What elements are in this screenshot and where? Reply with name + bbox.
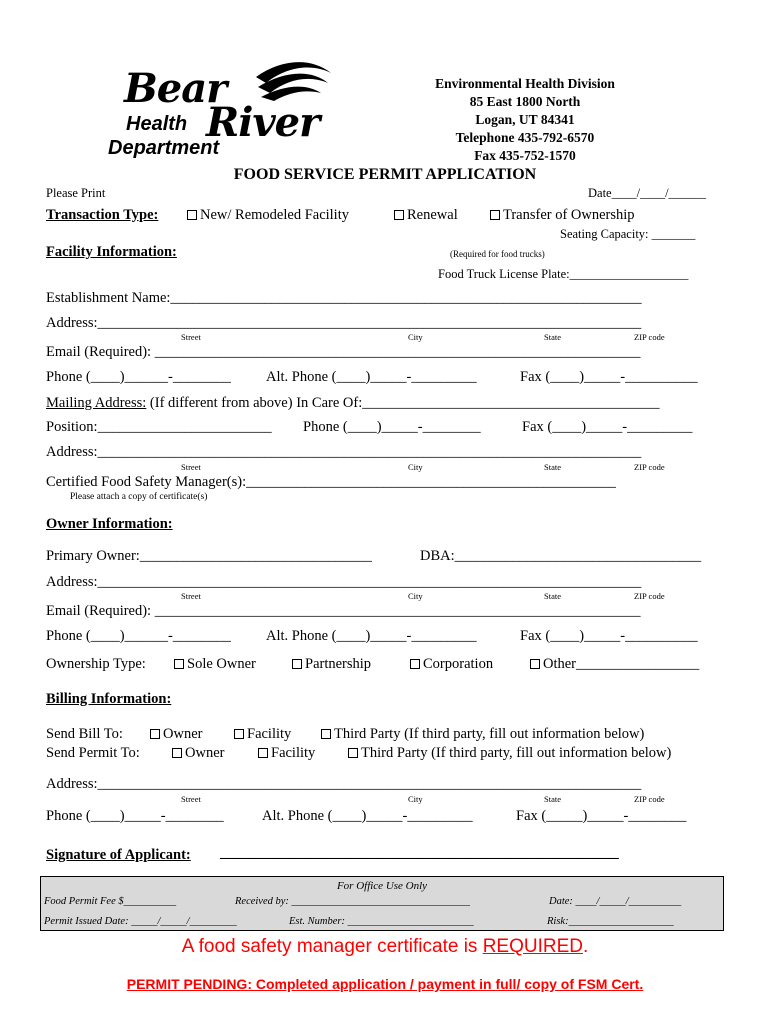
ownership-partnership-option[interactable] — [292, 656, 371, 673]
owner-heading: Owner Information: — [46, 516, 173, 532]
billing-address-field[interactable]: Address:___________________________________________________________________________ — [46, 776, 642, 792]
checkbox-icon[interactable] — [292, 659, 302, 669]
agency-address — [400, 75, 650, 165]
option-label: Owner — [185, 745, 225, 761]
logo-department: Department — [108, 137, 220, 159]
send-bill-third-party-option[interactable] — [321, 726, 644, 743]
truck-license-field[interactable]: Food Truck License Plate:___________________ — [438, 267, 689, 281]
agency-fax: Fax 435-752-1570 — [474, 148, 576, 163]
checkbox-icon[interactable] — [150, 729, 160, 739]
owner-alt-phone-field[interactable]: Alt. Phone (____)_____-_________ — [266, 628, 477, 644]
facility-phone-field[interactable]: Phone (____)______-________ — [46, 369, 231, 385]
sublabel-street: Street — [181, 794, 201, 804]
sublabel-city: City — [408, 332, 423, 342]
facility-fax-field[interactable]: Fax (____)_____-__________ — [520, 369, 698, 385]
ownership-other-option[interactable] — [530, 656, 699, 673]
checkbox-icon[interactable] — [530, 659, 540, 669]
logo — [106, 55, 331, 167]
city-address: Logan, UT 84341 — [475, 112, 575, 127]
checkbox-icon[interactable] — [174, 659, 184, 669]
billing-fax-field[interactable]: Fax (_____)_____-________ — [516, 808, 687, 824]
position-fax-field[interactable]: Fax (____)_____-_________ — [522, 419, 693, 435]
billing-alt-phone-field[interactable]: Alt. Phone (____)_____-_________ — [262, 808, 473, 824]
checkbox-icon[interactable] — [321, 729, 331, 739]
transaction-renewal-option[interactable] — [394, 207, 458, 224]
agency-phone: Telephone 435-792-6570 — [455, 130, 595, 145]
option-label: Facility — [271, 745, 316, 761]
transaction-new-option[interactable] — [187, 207, 349, 224]
option-label: Corporation — [423, 656, 494, 672]
mailing-address-field[interactable]: Address:___________________________________________________________________________ — [46, 444, 642, 460]
received-by-field[interactable]: Received by: __________________________________ — [235, 896, 471, 907]
dba-field[interactable]: DBA:__________________________________ — [420, 548, 702, 564]
ownership-sole-option[interactable] — [174, 656, 256, 673]
checkbox-icon[interactable] — [410, 659, 420, 669]
notice-text: A food safety manager certificate is — [181, 936, 483, 957]
mailing-address-row[interactable] — [46, 395, 659, 412]
option-label: Partnership — [305, 656, 372, 672]
checkbox-icon[interactable] — [172, 748, 182, 758]
checkbox-icon[interactable] — [234, 729, 244, 739]
send-permit-owner-option[interactable] — [172, 745, 224, 762]
owner-email-field[interactable]: Email (Required): ___________________________________________________________________ — [46, 603, 641, 619]
transaction-transfer-option[interactable] — [490, 207, 635, 224]
facility-address-field[interactable]: Address:___________________________________________________________________________ — [46, 315, 642, 331]
sublabel-zip: ZIP code — [634, 332, 665, 342]
send-permit-facility-option[interactable] — [258, 745, 315, 762]
sublabel-street: Street — [181, 462, 201, 472]
send-bill-facility-option[interactable] — [234, 726, 291, 743]
primary-owner-field[interactable]: Primary Owner:________________________________ — [46, 548, 372, 564]
signature-line[interactable]: _______________________________________________________ — [220, 845, 619, 861]
fsm-required-notice — [0, 936, 770, 958]
owner-address-field[interactable]: Address:___________________________________________________________________________ — [46, 574, 642, 590]
risk-field[interactable]: Risk:____________________ — [547, 916, 674, 927]
position-phone-field[interactable]: Phone (____)_____-________ — [303, 419, 481, 435]
establishment-name-field[interactable]: Establishment Name:_________________________________________________________________ — [46, 290, 642, 306]
sublabel-zip: ZIP code — [634, 591, 665, 601]
sublabel-city: City — [408, 462, 423, 472]
cfsm-field[interactable]: Certified Food Safety Manager(s):___________________________________________________ — [46, 474, 616, 490]
cfsm-note: Please attach a copy of certificate(s) — [70, 492, 208, 502]
option-label: New/ Remodeled Facility — [200, 207, 349, 223]
owner-phone-field[interactable]: Phone (____)______-________ — [46, 628, 231, 644]
permit-pending-notice: PERMIT PENDING: Completed application / payment in full/ copy of FSM Cert. — [126, 976, 644, 992]
checkbox-icon[interactable] — [187, 210, 197, 220]
checkbox-icon[interactable] — [348, 748, 358, 758]
send-permit-label: Send Permit To: — [46, 745, 140, 761]
division-name: Environmental Health Division — [435, 76, 615, 91]
ownership-type-label: Ownership Type: — [46, 656, 146, 672]
date-field[interactable]: Date____/____/______ — [588, 186, 707, 200]
position-field[interactable]: Position:________________________ — [46, 419, 272, 435]
logo-river: River — [206, 99, 320, 146]
checkbox-icon[interactable] — [394, 210, 404, 220]
sublabel-city: City — [408, 591, 423, 601]
option-label: Facility — [247, 726, 292, 742]
option-label: Third Party (If third party, fill out information below) — [361, 745, 672, 761]
billing-phone-field[interactable]: Phone (____)_____-________ — [46, 808, 224, 824]
option-label: Renewal — [407, 207, 458, 223]
notice-required-word: REQUIRED — [482, 936, 583, 957]
facility-alt-phone-field[interactable]: Alt. Phone (____)_____-_________ — [266, 369, 477, 385]
ownership-corporation-option[interactable] — [410, 656, 493, 673]
mailing-address-label: Mailing Address: — [46, 395, 147, 411]
issued-date-field[interactable]: Permit Issued Date: _____/_____/_________ — [44, 916, 237, 927]
in-care-of-field[interactable]: (If different from above) In Care Of:_________________________________________ — [146, 395, 660, 411]
send-bill-label: Send Bill To: — [46, 726, 123, 742]
option-label: Sole Owner — [187, 656, 256, 672]
sublabel-zip: ZIP code — [634, 462, 665, 472]
billing-heading: Billing Information: — [46, 691, 172, 707]
signature-label: Signature of Applicant: — [46, 847, 191, 863]
send-permit-third-party-option[interactable] — [348, 745, 671, 762]
street-address: 85 East 1800 North — [469, 94, 581, 109]
checkbox-icon[interactable] — [490, 210, 500, 220]
sublabel-zip: ZIP code — [634, 794, 665, 804]
send-bill-owner-option[interactable] — [150, 726, 202, 743]
option-label: Other_________________ — [543, 656, 700, 672]
sublabel-state: State — [544, 591, 561, 601]
notice-period: . — [583, 936, 589, 957]
permit-fee-field[interactable]: Food Permit Fee $__________ — [44, 896, 177, 907]
option-label: Owner — [163, 726, 203, 742]
logo-bear: Bear — [124, 65, 227, 112]
sublabel-state: State — [544, 462, 561, 472]
facility-email-field[interactable]: Email (Required): ___________________________________________________________________ — [46, 344, 641, 360]
please-print: Please Print — [46, 186, 106, 200]
sublabel-state: State — [544, 794, 561, 804]
sublabel-street: Street — [181, 591, 201, 601]
transaction-type-label: Transaction Type: — [46, 207, 159, 223]
required-for-trucks-note: (Required for food trucks) — [450, 249, 545, 259]
sublabel-city: City — [408, 794, 423, 804]
form-title: FOOD SERVICE PERMIT APPLICATION — [233, 166, 537, 183]
office-use-box — [40, 876, 724, 931]
option-label: Transfer of Ownership — [503, 207, 635, 223]
sublabel-street: Street — [181, 332, 201, 342]
seating-capacity-field[interactable]: Seating Capacity: _______ — [560, 227, 696, 241]
sublabel-state: State — [544, 332, 561, 342]
owner-fax-field[interactable]: Fax (____)_____-__________ — [520, 628, 698, 644]
logo-health: Health — [126, 113, 188, 135]
office-use-heading: For Office Use Only — [336, 880, 428, 892]
facility-heading: Facility Information: — [46, 244, 177, 260]
option-label: Third Party (If third party, fill out information below) — [334, 726, 645, 742]
est-number-field[interactable]: Est. Number: ________________________ — [289, 916, 474, 927]
checkbox-icon[interactable] — [258, 748, 268, 758]
office-date-field[interactable]: Date: ____/_____/__________ — [549, 896, 682, 907]
